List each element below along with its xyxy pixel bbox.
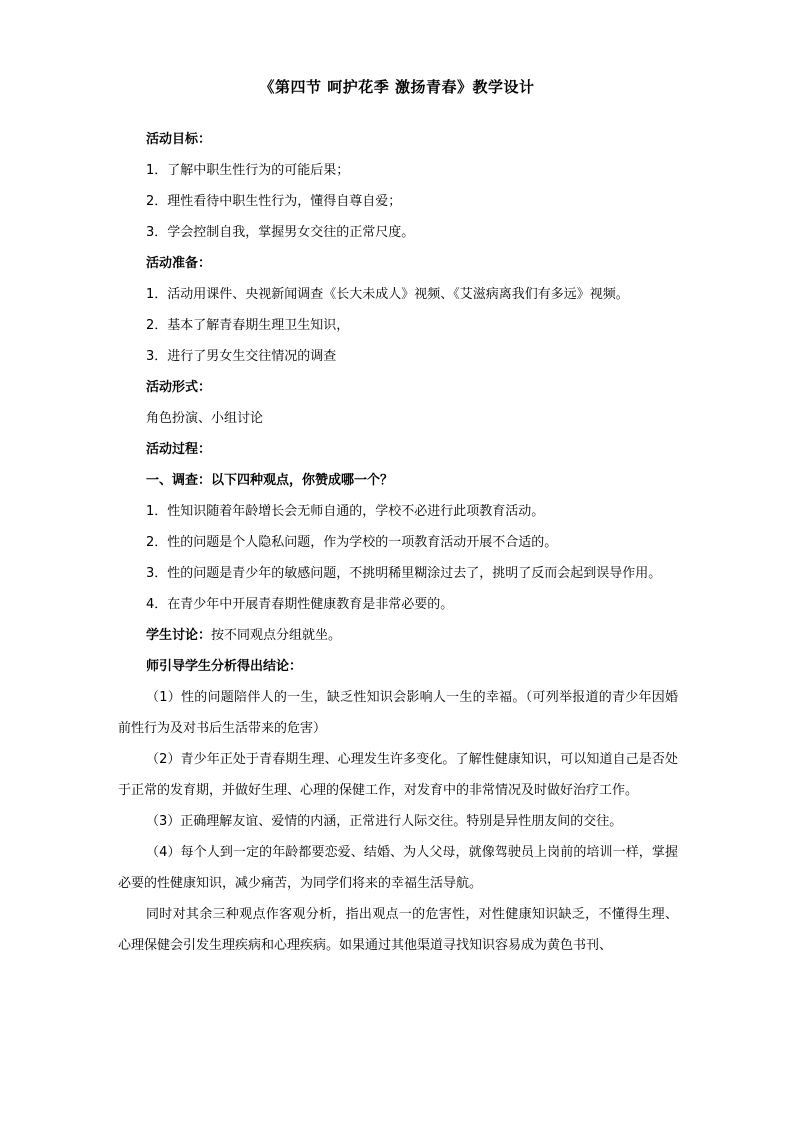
process-heading: 活动过程： — [146, 442, 212, 457]
survey-heading: 一、调查：以下四种观点，你赞成哪一个？ — [146, 473, 394, 488]
conclusion-item: （2）青少年正处于青春期生理、心理发生许多变化。了解性健康知识，可以知道自己是否处于正常的发育期，并做好生理、心理的保健工作，对发育中的非常情况及时做好治疗工作。 — [118, 752, 678, 798]
preparation-item: 3．进行了男女生交往情况的调查 — [146, 349, 337, 364]
viewpoint-item: 4．在青少年中开展青春期性健康教育是非常必要的。 — [146, 597, 454, 612]
document-body — [118, 124, 678, 961]
objectives-heading: 活动目标： — [146, 132, 212, 147]
preparation-item: 2．基本了解青春期生理卫生知识， — [146, 318, 350, 333]
discussion-text: 按不同观点分组就坐。 — [211, 628, 342, 643]
viewpoint-item: 1．性知识随着年龄增长会无师自通的，学校不必进行此项教育活动。 — [146, 504, 545, 519]
objective-item: 2．理性看待中职生性行为，懂得自尊自爱； — [146, 194, 402, 209]
viewpoint-item: 3．性的问题是青少年的敏感问题，不挑明稀里糊涂过去了，挑明了反而会起到误导作用。 — [146, 566, 662, 581]
form-heading: 活动形式： — [146, 380, 212, 395]
form-text: 角色扮演、小组讨论 — [146, 411, 264, 426]
viewpoint-item: 2．性的问题是个人隐私问题，作为学校的一项教育活动开展不合适的。 — [146, 535, 558, 550]
closing-paragraph: 同时对其余三种观点作客观分析，指出观点一的危害性，对性健康知识缺乏，不懂得生理、心理保健会引发生理疾病和心理疾病。如果通过其他渠道寻找知识容易成为黄色书刊、 — [118, 907, 678, 953]
conclusion-item: （1）性的问题陪伴人的一生，缺乏性知识会影响人一生的幸福。（可列举报道的青少年因婚前性行为及对书后生活带来的危害） — [118, 690, 678, 736]
conclusion-item: （3）正确理解友谊、爱情的内涵，正常进行人际交往。特别是异性朋友间的交往。 — [146, 814, 623, 829]
preparation-item: 1．活动用课件、央视新闻调查《长大未成人》视频、《艾滋病离我们有多远》视频。 — [146, 287, 629, 302]
document-title: 《第四节 呵护花季 激扬青春》教学设计 — [259, 78, 535, 96]
objective-item: 1．了解中职生性行为的可能后果； — [146, 163, 350, 178]
discussion-label: 学生讨论： — [146, 628, 212, 643]
conclusion-item: （4）每个人到一定的年龄都要恋爱、结婚、为人父母，就像驾驶员上岗前的培训一样，掌握必要的性健康知识，减少痛苦，为同学们将来的幸福生活导航。 — [118, 845, 678, 891]
student-discussion — [118, 620, 678, 651]
objective-item: 3．学会控制自我，掌握男女交往的正常尺度。 — [146, 225, 415, 240]
conclusion-heading: 师引导学生分析得出结论： — [146, 659, 303, 674]
preparation-heading: 活动准备： — [146, 256, 212, 271]
